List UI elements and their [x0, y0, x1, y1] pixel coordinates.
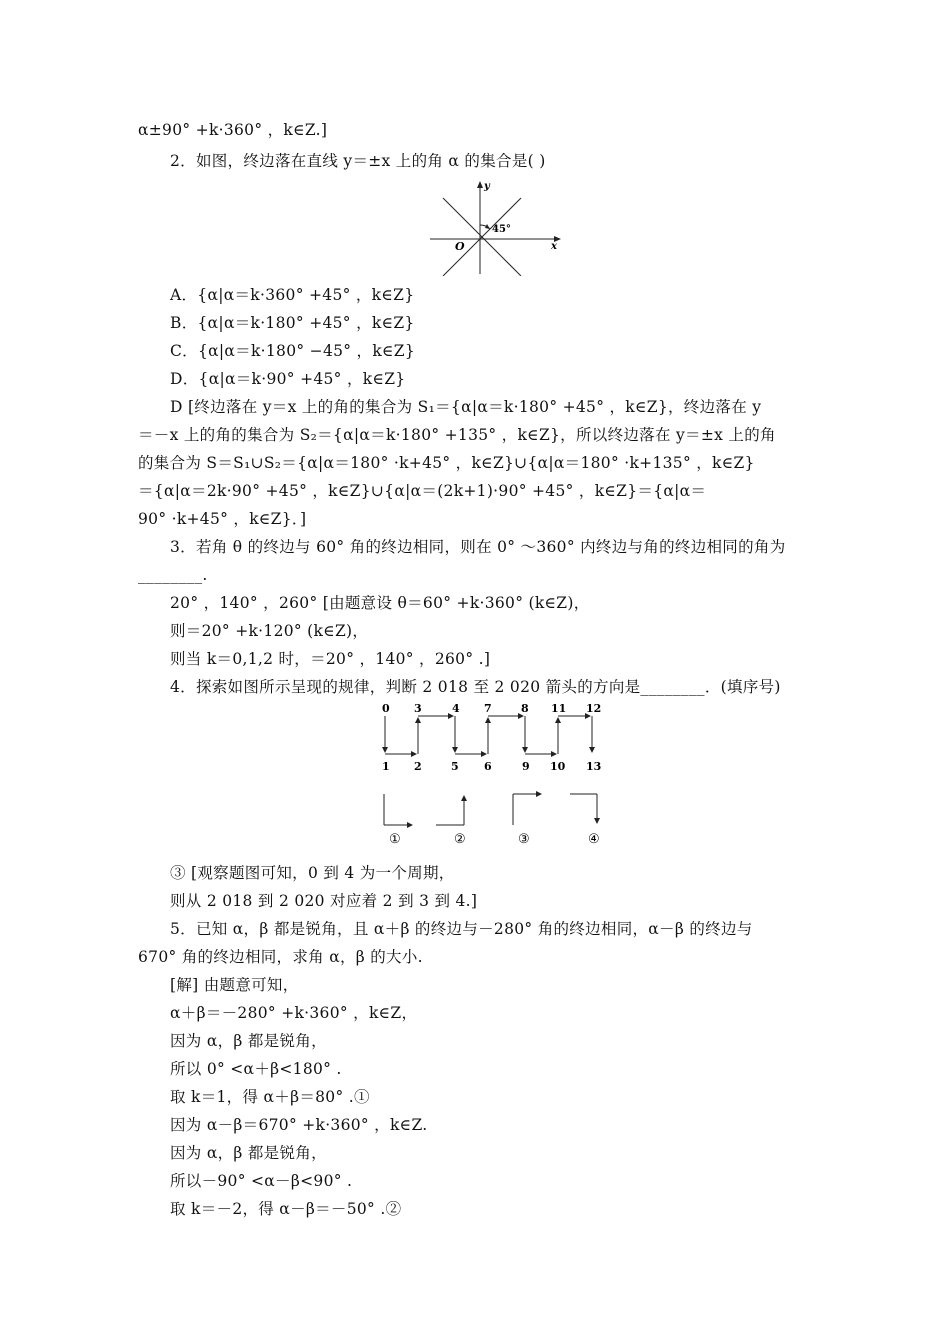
- bottom-number: 1: [382, 760, 390, 773]
- answer-2-line-5: 90° ·k+45° ，k∈Z}．]: [138, 510, 307, 528]
- option-b: B．{α|α＝k·180° +45° ，k∈Z}: [170, 314, 415, 332]
- solution-line-6: 因为 α，β 都是锐角，: [170, 1144, 327, 1162]
- answer-3-line-2: 则＝20° +k·120° (k∈Z)，: [170, 622, 369, 640]
- solution-line-8: 取 k＝－2，得 α－β＝－50° .②: [170, 1200, 402, 1218]
- angle-label: 45°: [492, 224, 511, 235]
- option-label-4: ④: [588, 832, 600, 847]
- y-axis-label: y: [484, 181, 490, 192]
- solution-line-5: 因为 α－β＝670° +k·360° ，k∈Z.: [170, 1116, 428, 1134]
- answer-2-line-3: 的集合为 S＝S₁∪S₂＝{α|α＝180° ·k+45° ，k∈Z}∪{α|α＝180° ·k+135° ，k∈Z}: [138, 454, 755, 472]
- solution-line-1: α＋β＝－280° +k·360° ，k∈Z，: [170, 1004, 418, 1022]
- question-3-blank: ________.: [138, 566, 208, 584]
- bottom-number: 5: [451, 760, 459, 773]
- option-d: D．{α|α＝k·90° +45° ，k∈Z}: [170, 370, 406, 388]
- question-5-line-2: 670° 角的终边相同，求角 α，β 的大小.: [138, 948, 423, 966]
- solution-line-7: 所以－90° <α－β<90° .: [170, 1172, 353, 1190]
- bottom-number: 6: [484, 760, 492, 773]
- angle-diagram: [425, 176, 565, 276]
- answer-2-line-4: ＝{α|α＝2k·90° +45° ，k∈Z}∪{α|α＝(2k+1)·90° +45° ，k∈Z}＝{α|α＝: [138, 482, 707, 500]
- top-number: 8: [521, 702, 529, 715]
- top-number: 0: [382, 702, 390, 715]
- origin-label: O: [455, 240, 465, 253]
- top-number: 7: [484, 702, 492, 715]
- option-label-1: ①: [389, 832, 401, 847]
- top-number: 11: [551, 702, 567, 715]
- text-line-1: α±90° +k·360° ，k∈Z.]: [138, 121, 328, 139]
- answer-4-line-1: ③ [观察题图可知，0 到 4 为一个周期，: [170, 864, 455, 882]
- option-label-2: ②: [454, 832, 466, 847]
- bottom-number: 9: [522, 760, 530, 773]
- top-number: 12: [586, 702, 602, 715]
- bottom-number: 13: [586, 760, 602, 773]
- solution-line-2: 因为 α，β 都是锐角，: [170, 1032, 327, 1050]
- bottom-number: 10: [550, 760, 566, 773]
- question-2-stem: 2．如图，终边落在直线 y＝±x 上的角 α 的集合是( ): [170, 152, 546, 170]
- arrow-pattern-diagram: [370, 700, 615, 850]
- option-a: A．{α|α＝k·360° +45° ，k∈Z}: [170, 286, 415, 304]
- answer-2-line-1: D [终边落在 y＝x 上的角的集合为 S₁＝{α|α＝k·180° +45° ，k∈Z}，终边落在 y: [170, 398, 762, 416]
- solution-line-4: 取 k＝1，得 α＋β＝80° .①: [170, 1088, 370, 1106]
- top-number: 3: [414, 702, 422, 715]
- answer-3-line-3: 则当 k＝0,1,2 时，＝20° ，140° ，260° .]: [170, 650, 491, 668]
- x-axis-label: x: [551, 241, 557, 252]
- question-3-stem: 3．若角 θ 的终边与 60° 角的终边相同，则在 0° ～360° 内终边与角的终边相同的角为: [170, 538, 786, 556]
- solution-line-3: 所以 0° <α＋β<180° .: [170, 1060, 342, 1078]
- question-5-line-1: 5．已知 α，β 都是锐角，且 α＋β 的终边与－280° 角的终边相同，α－β 的终边与: [170, 920, 753, 938]
- bottom-number: 2: [414, 760, 422, 773]
- option-label-3: ③: [518, 832, 530, 847]
- top-number: 4: [452, 702, 460, 715]
- option-c: C．{α|α＝k·180° −45° ，k∈Z}: [170, 342, 416, 360]
- answer-3-line-1: 20° ，140° ，260° [由题意设 θ＝60° +k·360° (k∈Z)，: [170, 594, 590, 612]
- answer-2-line-2: ＝－x 上的角的集合为 S₂＝{α|α＝k·180° +135° ，k∈Z}，所以终边落在 y＝±x 上的角: [138, 426, 776, 444]
- answer-4-line-2: 则从 2 018 到 2 020 对应着 2 到 3 到 4.]: [170, 892, 478, 910]
- solution-heading: [解] 由题意可知，: [170, 976, 299, 994]
- question-4-stem: 4．探索如图所示呈现的规律，判断 2 018 至 2 020 箭头的方向是________．(填序号): [170, 678, 781, 696]
